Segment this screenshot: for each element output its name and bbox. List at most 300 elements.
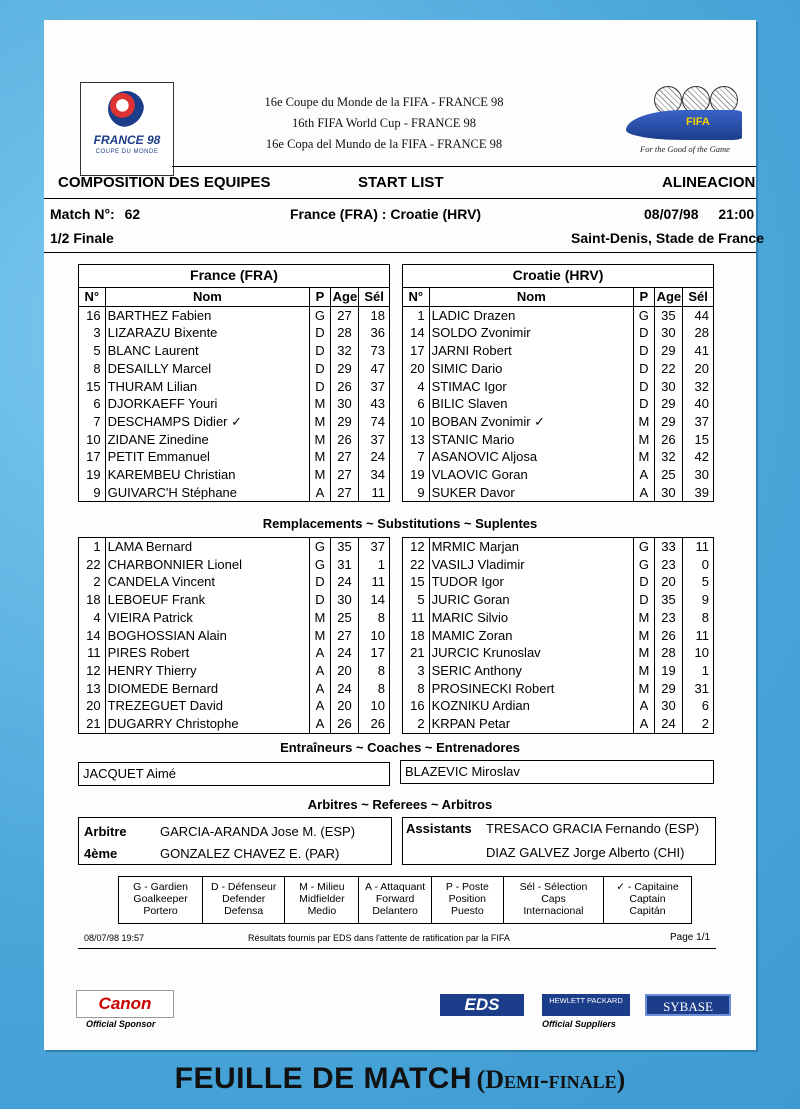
match-number-label: Match N°: [50, 206, 115, 222]
legend-line: G - Gardien [133, 881, 188, 893]
player-row [79, 680, 390, 698]
player-row [403, 395, 714, 413]
player-caps: 31 [683, 680, 714, 698]
player-age: 26 [330, 715, 359, 733]
referee-label: Arbitre [84, 824, 127, 839]
player-row [403, 715, 714, 733]
player-row [403, 591, 714, 609]
player-row [79, 609, 390, 627]
player-number: 1 [403, 306, 430, 324]
player-row [403, 556, 714, 574]
player-row [403, 662, 714, 680]
player-caps: 43 [359, 395, 390, 413]
player-caps: 73 [359, 342, 390, 360]
player-row [403, 431, 714, 449]
fifa-logo [626, 82, 742, 174]
official-suppliers-caption: Official Suppliers [542, 1019, 616, 1029]
divider [172, 166, 756, 167]
legend-line: Sél - Sélection [519, 881, 588, 893]
player-age: 23 [654, 609, 683, 627]
player-name: DESCHAMPS Didier ✓ [105, 413, 310, 431]
player-name: VASILJ Vladimir [429, 556, 634, 574]
player-age: 24 [330, 573, 359, 591]
player-name: PROSINECKI Robert [429, 680, 634, 698]
player-age: 29 [654, 413, 683, 431]
player-caps: 8 [359, 662, 390, 680]
legend-line: Defender [222, 893, 266, 905]
player-number: 11 [403, 609, 430, 627]
home-starters-table [78, 264, 390, 502]
player-caps: 41 [683, 342, 714, 360]
player-age: 30 [654, 378, 683, 396]
player-age: 19 [654, 662, 683, 680]
player-row [79, 378, 390, 396]
player-row [403, 627, 714, 645]
player-name: MAMIC Zoran [429, 627, 634, 645]
player-number: 7 [79, 413, 106, 431]
player-number: 21 [403, 644, 430, 662]
player-caps: 44 [683, 306, 714, 324]
player-position: D [634, 324, 654, 342]
player-position: A [634, 466, 654, 484]
player-number: 17 [403, 342, 430, 360]
player-caps: 0 [683, 556, 714, 574]
player-caps: 8 [359, 609, 390, 627]
player-number: 20 [79, 697, 106, 715]
player-row [79, 715, 390, 733]
player-row [79, 484, 390, 502]
player-position: M [310, 466, 330, 484]
player-caps: 37 [683, 413, 714, 431]
player-position: D [310, 342, 330, 360]
player-number: 14 [403, 324, 430, 342]
player-caps: 10 [359, 697, 390, 715]
player-number: 19 [79, 466, 106, 484]
official-sponsor-caption: Official Sponsor [86, 1019, 156, 1029]
logo-left-sub: COUPE DU MONDE [95, 149, 159, 155]
legend-line: Defensa [224, 905, 264, 917]
player-row [403, 360, 714, 378]
player-age: 33 [654, 538, 683, 556]
player-position: A [634, 697, 654, 715]
player-age: 22 [654, 360, 683, 378]
france98-logo [80, 82, 174, 176]
player-caps: 8 [359, 680, 390, 698]
legend-item [359, 877, 431, 923]
player-row [403, 448, 714, 466]
player-age: 31 [330, 556, 359, 574]
player-position: G [634, 556, 654, 574]
player-position: M [634, 431, 654, 449]
player-number: 9 [403, 484, 430, 502]
player-row [403, 573, 714, 591]
player-number: 19 [403, 466, 430, 484]
player-number: 1 [79, 538, 106, 556]
player-name: THURAM Lilian [105, 378, 310, 396]
player-age: 32 [654, 448, 683, 466]
player-number: 4 [403, 378, 430, 396]
player-age: 27 [330, 627, 359, 645]
player-position: G [310, 306, 330, 324]
home-coach: JACQUET Aimé [78, 762, 390, 786]
player-number: 7 [403, 448, 430, 466]
player-caps: 14 [359, 591, 390, 609]
legend-line: D - Défenseur [211, 881, 277, 893]
player-name: STIMAC Igor [429, 378, 634, 396]
player-number: 16 [79, 306, 106, 324]
player-row [403, 378, 714, 396]
player-position: M [310, 627, 330, 645]
player-row [79, 697, 390, 715]
player-caps: 11 [359, 573, 390, 591]
player-row [403, 697, 714, 715]
player-row [79, 644, 390, 662]
divider [44, 198, 756, 199]
match-number-value: 62 [124, 206, 141, 222]
player-caps: 9 [683, 591, 714, 609]
canon-logo: Canon [76, 990, 174, 1018]
match-time: 21:00 [718, 206, 755, 222]
legend-line: Captain [629, 893, 666, 905]
player-number: 6 [403, 395, 430, 413]
player-age: 35 [654, 306, 683, 324]
legend-item [604, 877, 691, 923]
player-age: 24 [330, 680, 359, 698]
legend-line: ✓ - Capitaine [616, 881, 679, 893]
referee-name: GARCIA-ARANDA Jose M. (ESP) [160, 824, 356, 839]
player-number: 12 [79, 662, 106, 680]
player-name: STANIC Mario [429, 431, 634, 449]
caption [0, 1062, 800, 1096]
player-name: SERIC Anthony [429, 662, 634, 680]
player-number: 14 [79, 627, 106, 645]
player-caps: 11 [683, 538, 714, 556]
title-start-list: START LIST [358, 174, 444, 191]
sybase-logo: SYBASE [645, 994, 731, 1016]
legend-line: Caps [541, 893, 566, 905]
player-age: 27 [330, 448, 359, 466]
player-name: SUKER Davor [429, 484, 634, 502]
player-age: 28 [330, 324, 359, 342]
player-position: D [310, 324, 330, 342]
player-name: BOGHOSSIAN Alain [105, 627, 310, 645]
player-position: M [310, 448, 330, 466]
legend-line: Internacional [523, 905, 584, 917]
player-name: CHARBONNIER Lionel [105, 556, 310, 574]
player-number: 8 [403, 680, 430, 698]
player-name: ZIDANE Zinedine [105, 431, 310, 449]
tournament-header [204, 92, 564, 155]
column-number: N° [79, 288, 106, 307]
player-age: 20 [330, 662, 359, 680]
player-caps: 37 [359, 431, 390, 449]
player-position: A [310, 484, 330, 502]
player-caps: 37 [359, 538, 390, 556]
away-subs-table [402, 537, 714, 734]
player-position: G [634, 538, 654, 556]
match-venue: Saint-Denis, Stade de France [571, 230, 764, 246]
title-alineacion: ALINEACION [662, 174, 756, 191]
player-position: M [634, 680, 654, 698]
player-name: BOBAN Zvonimir ✓ [429, 413, 634, 431]
player-row [79, 448, 390, 466]
player-row [79, 413, 390, 431]
player-name: ASANOVIC Aljosa [429, 448, 634, 466]
player-name: SOLDO Zvonimir [429, 324, 634, 342]
header-line-es: 16e Copa del Mundo de la FIFA - FRANCE 98 [265, 137, 503, 151]
player-name: MRMIC Marjan [429, 538, 634, 556]
player-name: KRPAN Petar [429, 715, 634, 733]
column-caps: Sél [359, 288, 390, 307]
player-caps: 5 [683, 573, 714, 591]
player-number: 5 [79, 342, 106, 360]
player-name: MARIC Silvio [429, 609, 634, 627]
caption-sub: (Demi-finale) [476, 1065, 626, 1094]
legend-line: Puesto [451, 905, 484, 917]
match-round: 1/2 Finale [50, 230, 114, 246]
legend-item [504, 877, 604, 923]
player-row [79, 431, 390, 449]
player-caps: 11 [683, 627, 714, 645]
player-name: KAREMBEU Christian [105, 466, 310, 484]
player-position: D [634, 573, 654, 591]
player-position: A [310, 644, 330, 662]
player-row [79, 360, 390, 378]
player-age: 24 [330, 644, 359, 662]
player-number: 13 [79, 680, 106, 698]
player-number: 18 [79, 591, 106, 609]
player-age: 24 [654, 715, 683, 733]
player-name: TREZEGUET David [105, 697, 310, 715]
player-position: A [634, 484, 654, 502]
player-row [403, 306, 714, 324]
column-number: N° [403, 288, 430, 307]
player-age: 29 [330, 413, 359, 431]
player-position: D [310, 573, 330, 591]
player-row [403, 324, 714, 342]
legend-line: P - Poste [445, 881, 489, 893]
player-caps: 18 [359, 306, 390, 324]
player-number: 22 [79, 556, 106, 574]
team-name: France (FRA) [79, 265, 390, 288]
player-caps: 8 [683, 609, 714, 627]
player-name: JARNI Robert [429, 342, 634, 360]
player-position: G [634, 306, 654, 324]
player-caps: 11 [359, 484, 390, 502]
player-age: 35 [330, 538, 359, 556]
title-composition: COMPOSITION DES EQUIPES [58, 174, 271, 191]
player-age: 29 [330, 360, 359, 378]
player-position: M [634, 609, 654, 627]
player-position: D [634, 342, 654, 360]
assistant-1: TRESACO GRACIA Fernando (ESP) [486, 821, 700, 836]
player-name: LEBOEUF Frank [105, 591, 310, 609]
player-row [403, 413, 714, 431]
match-datetime [644, 206, 754, 222]
team-name: Croatie (HRV) [403, 265, 714, 288]
player-age: 26 [330, 378, 359, 396]
legend-item [285, 877, 359, 923]
legend-item [119, 877, 203, 923]
player-number: 8 [79, 360, 106, 378]
player-name: PETIT Emmanuel [105, 448, 310, 466]
eds-logo: EDS [440, 994, 524, 1016]
player-number: 15 [79, 378, 106, 396]
player-age: 30 [654, 324, 683, 342]
player-name: DIOMEDE Bernard [105, 680, 310, 698]
player-position: M [634, 448, 654, 466]
player-caps: 24 [359, 448, 390, 466]
player-row [79, 662, 390, 680]
match-sheet [44, 20, 764, 1050]
player-age: 26 [654, 627, 683, 645]
player-caps: 40 [683, 395, 714, 413]
player-position: M [310, 395, 330, 413]
fourth-official-name: GONZALEZ CHAVEZ E. (PAR) [160, 846, 340, 861]
player-number: 21 [79, 715, 106, 733]
player-age: 20 [654, 573, 683, 591]
team-header-row [79, 265, 390, 288]
legend-line: Goalkeeper [133, 893, 188, 905]
player-name: VIEIRA Patrick [105, 609, 310, 627]
player-number: 9 [79, 484, 106, 502]
player-row [79, 591, 390, 609]
match-teams: France (FRA) : Croatie (HRV) [290, 206, 482, 222]
player-name: JURIC Goran [429, 591, 634, 609]
player-position: D [310, 591, 330, 609]
column-age: Age [330, 288, 359, 307]
player-age: 29 [654, 680, 683, 698]
legend-line: Delantero [372, 905, 418, 917]
player-position: M [634, 644, 654, 662]
player-row [79, 395, 390, 413]
player-caps: 15 [683, 431, 714, 449]
player-position: D [634, 378, 654, 396]
fifa-slogan: For the Good of the Game [640, 144, 730, 154]
column-header-row [403, 288, 714, 307]
player-caps: 32 [683, 378, 714, 396]
player-row [79, 342, 390, 360]
player-row [403, 484, 714, 502]
player-name: TUDOR Igor [429, 573, 634, 591]
player-name: DUGARRY Christophe [105, 715, 310, 733]
divider [44, 252, 756, 253]
assistants-label: Assistants [406, 821, 472, 836]
hp-logo: HEWLETT PACKARD [542, 994, 630, 1016]
player-position: M [634, 413, 654, 431]
player-caps: 37 [359, 378, 390, 396]
assistant-2: DIAZ GALVEZ Jorge Alberto (CHI) [486, 845, 685, 860]
player-age: 27 [330, 306, 359, 324]
player-position: M [310, 413, 330, 431]
referees-section-title: Arbitres ~ Referees ~ Arbitros [307, 797, 493, 812]
player-age: 30 [654, 697, 683, 715]
player-name: LAMA Bernard [105, 538, 310, 556]
player-name: CANDELA Vincent [105, 573, 310, 591]
position-legend [118, 876, 692, 924]
legend-line: Medio [307, 905, 337, 917]
player-row [79, 538, 390, 556]
match-number [50, 206, 140, 222]
fourth-official-label: 4ème [84, 846, 118, 861]
football-icon [108, 91, 144, 127]
header-line-fr: 16e Coupe du Monde de la FIFA - FRANCE 98 [264, 95, 504, 109]
player-age: 29 [654, 395, 683, 413]
player-row [403, 644, 714, 662]
column-header-row [79, 288, 390, 307]
team-header-row [403, 265, 714, 288]
away-coach: BLAZEVIC Miroslav [400, 760, 714, 784]
player-position: D [634, 591, 654, 609]
player-row [79, 466, 390, 484]
player-number: 5 [403, 591, 430, 609]
player-caps: 2 [683, 715, 714, 733]
player-caps: 10 [359, 627, 390, 645]
player-position: M [310, 431, 330, 449]
player-age: 29 [654, 342, 683, 360]
legend-line: A - Attaquant [365, 881, 426, 893]
player-number: 3 [79, 324, 106, 342]
player-age: 28 [654, 644, 683, 662]
player-caps: 36 [359, 324, 390, 342]
legend-item [203, 877, 285, 923]
player-row [79, 556, 390, 574]
player-name: GUIVARC'H Stéphane [105, 484, 310, 502]
player-position: D [634, 360, 654, 378]
player-name: LADIC Drazen [429, 306, 634, 324]
player-position: A [310, 680, 330, 698]
player-age: 30 [654, 484, 683, 502]
player-number: 3 [403, 662, 430, 680]
player-position: A [310, 697, 330, 715]
fifa-banner [626, 110, 742, 140]
header-line-en: 16th FIFA World Cup - FRANCE 98 [292, 116, 476, 130]
player-number: 16 [403, 697, 430, 715]
player-age: 30 [330, 591, 359, 609]
player-name: VLAOVIC Goran [429, 466, 634, 484]
column-age: Age [654, 288, 683, 307]
player-name: DJORKAEFF Youri [105, 395, 310, 413]
player-age: 32 [330, 342, 359, 360]
player-position: M [310, 609, 330, 627]
player-position: A [310, 662, 330, 680]
ratification-note: Résultats fournis par EDS dans l'attente de ratification par la FIFA [248, 933, 510, 943]
legend-line: Capitán [629, 905, 666, 917]
player-age: 30 [330, 395, 359, 413]
player-position: M [634, 662, 654, 680]
player-row [79, 627, 390, 645]
player-number: 10 [79, 431, 106, 449]
player-name: PIRES Robert [105, 644, 310, 662]
player-name: KOZNIKU Ardian [429, 697, 634, 715]
fifa-text: FIFA [686, 116, 710, 128]
player-age: 20 [330, 697, 359, 715]
player-number: 22 [403, 556, 430, 574]
player-caps: 1 [359, 556, 390, 574]
player-row [403, 538, 714, 556]
player-age: 27 [330, 484, 359, 502]
player-position: A [634, 715, 654, 733]
column-caps: Sél [683, 288, 714, 307]
player-number: 10 [403, 413, 430, 431]
player-age: 25 [330, 609, 359, 627]
column-name: Nom [105, 288, 310, 307]
player-number: 13 [403, 431, 430, 449]
player-number: 17 [79, 448, 106, 466]
player-name: BILIC Slaven [429, 395, 634, 413]
player-row [403, 609, 714, 627]
divider [78, 948, 716, 949]
